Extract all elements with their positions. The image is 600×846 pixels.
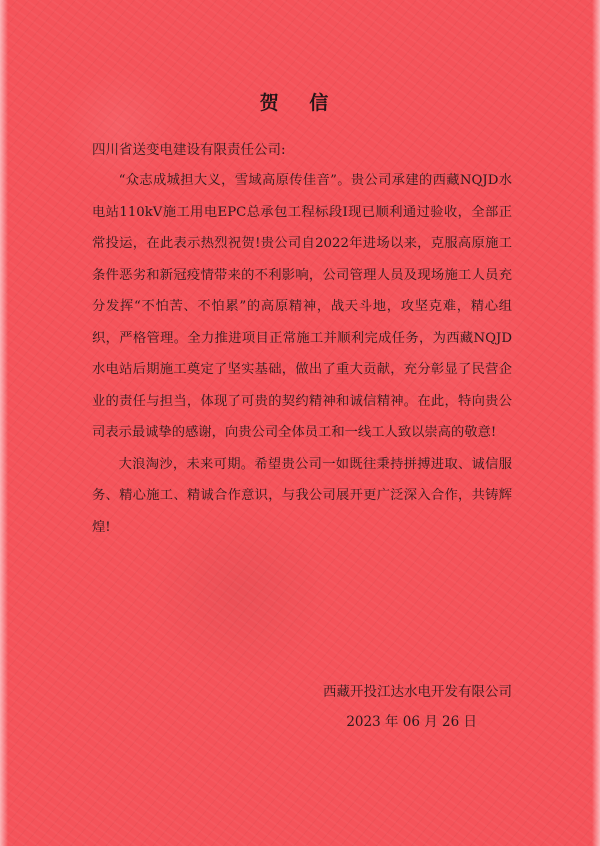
signature-company: 西藏开投江达水电开发有限公司	[323, 684, 512, 700]
letter-date: 2023 年 06 月 26 日	[346, 714, 477, 730]
salutation: 四川省送变电建设有限责任公司:	[92, 142, 286, 158]
paper-edge-right	[592, 0, 600, 846]
body-paragraph-2: 大浪淘沙，未来可期。希望贵公司一如既往秉持拼搏进取、诚信服务、精心施工、精诚合作意识，与我公司展开更广泛深入合作，共铸辉煌!	[92, 456, 512, 535]
letter-body	[92, 165, 512, 543]
letter-title: 贺 信	[259, 92, 341, 114]
body-paragraph-1: “众志成城担大义，雪域高原传佳音”。贵公司承建的西藏NQJD水电站110kV施工用电EPC总承包工程标段Ⅰ现已顺利通过验收，全部正常投运，在此表示热烈祝贺!贵公司自2022年进场以来，克服高原施工条件恶劣和新冠疫情带来的不利影响，公司管理人员及现场施工人员充分发挥“不怕苦、不怕累”的高原精神，战天斗地，攻坚克难，精心组织，严格管理。全力推进项目正常施工并顺利完成任务，为西藏NQJD水电站后期施工奠定了坚实基础，做出了重大贡献，充分彰显了民营企业的责任与担当，体现了可贵的契约精神和诚信精神。在此，特向贵公司表示最诚挚的感谢，向贵公司全体员工和一线工人致以崇高的敬意!	[92, 173, 512, 440]
paper-edge-left	[0, 0, 8, 846]
